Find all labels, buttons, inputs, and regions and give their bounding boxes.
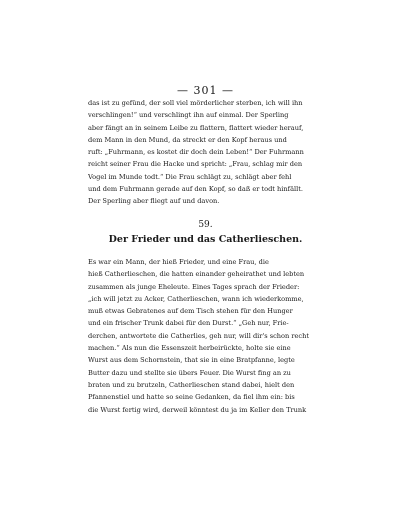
text-line: und ein frischer Trunk dabei für den Durst.“ „Geh nur, Frie- — [88, 319, 289, 328]
text-line: machen.“ Als nun die Essenszeit herbeirückte, holte sie eine — [88, 344, 291, 353]
text-line: derchen, antwortete die Catherlies, geh nur, will dir's schon recht — [88, 331, 309, 340]
text-line: muß etwas Gebratenes auf dem Tisch stehen für den Hunger — [88, 307, 293, 316]
text-line: reicht seiner Frau die Hacke und spricht: „Frau, schlag mir den — [88, 160, 303, 169]
text-line: zusammen als junge Eheleute. Eines Tages sprach der Frieder: — [88, 282, 300, 291]
text-line: und dem Fuhrmann gerade auf den Kopf, so daß er todt hinfällt. — [88, 185, 303, 194]
text-line: Vogel im Munde todt.“ Die Frau schlägt zu, schlägt aber fehl — [88, 172, 292, 181]
text-line: Wurst aus dem Schornstein, that sie in eine Bratpfanne, legte — [88, 356, 295, 365]
text-line: verschlingen!“ und verschlingt ihn auf einmal. Der Sperling — [88, 111, 289, 120]
text-line: Es war ein Mann, der hieß Frieder, und eine Frau, die — [88, 258, 269, 266]
page-number: — 301 — — [177, 84, 234, 97]
section-number: 59. — [198, 220, 213, 230]
text-line: ruft: „Fuhrmann, es kostet dir doch dein Leben!“ Der Fuhrmann — [88, 148, 304, 157]
paragraph-continued — [88, 97, 345, 208]
text-line: Der Sperling aber fliegt auf und davon. — [88, 197, 220, 206]
paragraph-story — [88, 256, 345, 416]
text-line: „ich will jetzt zu Acker, Catherlieschen, wann ich wiederkomme, — [88, 294, 304, 303]
text-line: aber fängt an in seinem Leibe zu flattern, flattert wieder herauf, — [88, 123, 304, 132]
text-line: hieß Catherlieschen, die hatten einander geheirathet und lebten — [88, 270, 305, 279]
text-line: dem Mann in den Mund, da streckt er den Kopf heraus und — [88, 135, 287, 144]
text-line: Butter dazu und stellte sie übers Feuer. Die Wurst fing an zu — [88, 368, 291, 377]
text-line: das ist zu gefünd, der soll viel mörderlicher sterben, ich will ihn — [88, 99, 303, 107]
text-line: braten und zu brutzeln, Catherlieschen stand dabei, hielt den — [88, 380, 295, 389]
section-title: Der Frieder und das Catherlieschen. — [108, 234, 303, 245]
text-line: Pfannenstiel und hatte so seine Gedanken, da fiel ihm ein: bis — [88, 393, 295, 402]
text-line: die Wurst fertig wird, derweil könntest du ja im Keller den Trunk — [88, 405, 307, 414]
